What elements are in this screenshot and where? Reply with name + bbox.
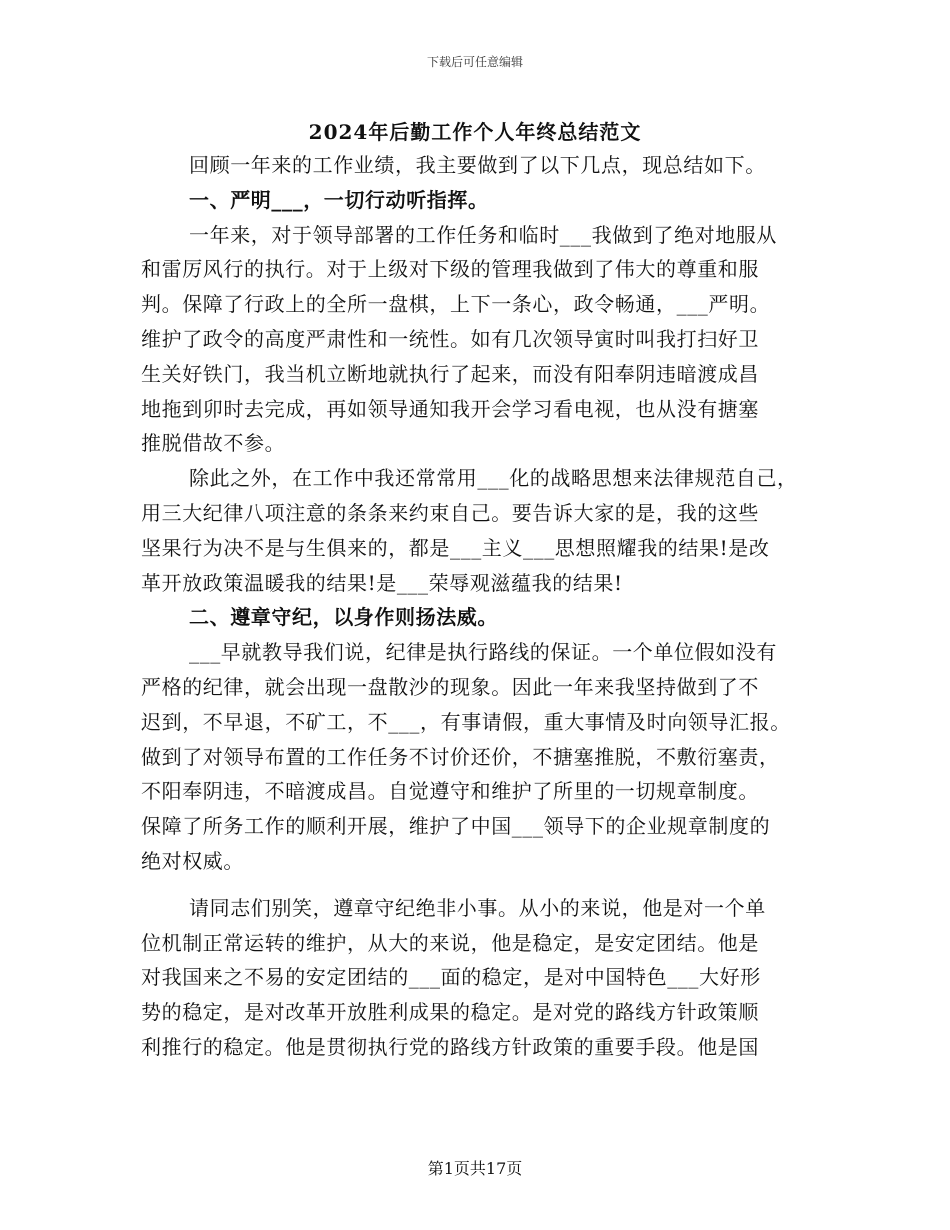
text-line: 用三大纪律八项注意的条条来约束自己。要告诉大家的是，我的这些: [141, 500, 759, 525]
text-line: 位机制正常运转的维护，从大的来说，他是稳定，是安定团结。他是: [141, 930, 759, 955]
text-line: 生关好铁门，我当机立断地就执行了起来，而没有阳奉阴违暗渡成昌: [141, 361, 759, 386]
text-line: 保障了所务工作的顺利开展，维护了中国___领导下的企业规章制度的: [141, 814, 771, 839]
text-line: 势的稳定，是对改革开放胜利成果的稳定。是对党的路线方针政策顺: [141, 1000, 759, 1025]
section1-heading: 一、严明___，一切行动听指挥。: [189, 187, 489, 212]
page-number-footer: 第1页共17页: [427, 1159, 523, 1178]
document-title: 2024年后勤工作个人年终总结范文: [308, 120, 642, 144]
text-line: 地拖到卯时去完成，再如领导通知我开会学习看电视，也从没有搪塞: [141, 396, 759, 421]
text-line: 除此之外，在工作中我还常常用___化的战略思想来法律规范自己，: [189, 466, 798, 491]
intro-paragraph: 回顾一年来的工作业绩，我主要做到了以下几点，现总结如下。: [189, 153, 766, 177]
text-line: 利推行的稳定。他是贯彻执行党的路线方针政策的重要手段。他是国: [141, 1034, 759, 1059]
text-line: 革开放政策温暖我的结果!是___荣辱观滋蕴我的结果!: [141, 570, 623, 595]
text-line: 迟到，不早退，不矿工，不___，有事请假，重大事情及时向领导汇报。: [141, 709, 791, 734]
text-line: 一年来，对于领导部署的工作任务和临时___我做到了绝对地服从: [189, 222, 777, 247]
text-line: 请同志们别笑，遵章守纪绝非小事。从小的来说，他是对一个单: [189, 895, 766, 920]
text-line: 推脱借故不参。: [141, 431, 286, 456]
text-line: 不阳奉阴违，不暗渡成昌。自觉遵守和维护了所里的一切规章制度。: [141, 779, 759, 804]
text-line: 坚果行为决不是与生俱来的，都是___主义___思想照耀我的结果!是改: [141, 535, 770, 560]
document-body: [141, 148, 821, 1065]
text-line: 严格的纪律，就会出现一盘散沙的现象。因此一年来我坚持做到了不: [141, 674, 759, 699]
header-note: 下载后可任意编辑: [426, 55, 523, 69]
text-line: 判。保障了行政上的全所一盘棋，上下一条心，政令畅通，___严明。: [141, 292, 771, 317]
text-line: 做到了对领导布置的工作任务不讨价还价，不搪塞推脱，不敷衍塞责，: [141, 744, 780, 769]
text-line: 维护了政令的高度严肃性和一统性。如有几次领导寅时叫我打扫好卫: [141, 326, 759, 351]
text-line: ___早就教导我们说，纪律是执行路线的保证。一个单位假如没有: [189, 640, 777, 665]
text-line: 和雷厉风行的执行。对于上级对下级的管理我做到了伟大的尊重和服: [141, 257, 759, 282]
text-line: 对我国来之不易的安定团结的___面的稳定，是对中国特色___大好形: [141, 965, 761, 990]
section2-heading: 二、遵章守纪，以身作则扬法威。: [189, 605, 498, 630]
paragraph-gap: [141, 879, 821, 891]
text-line: 绝对权威。: [141, 848, 244, 873]
